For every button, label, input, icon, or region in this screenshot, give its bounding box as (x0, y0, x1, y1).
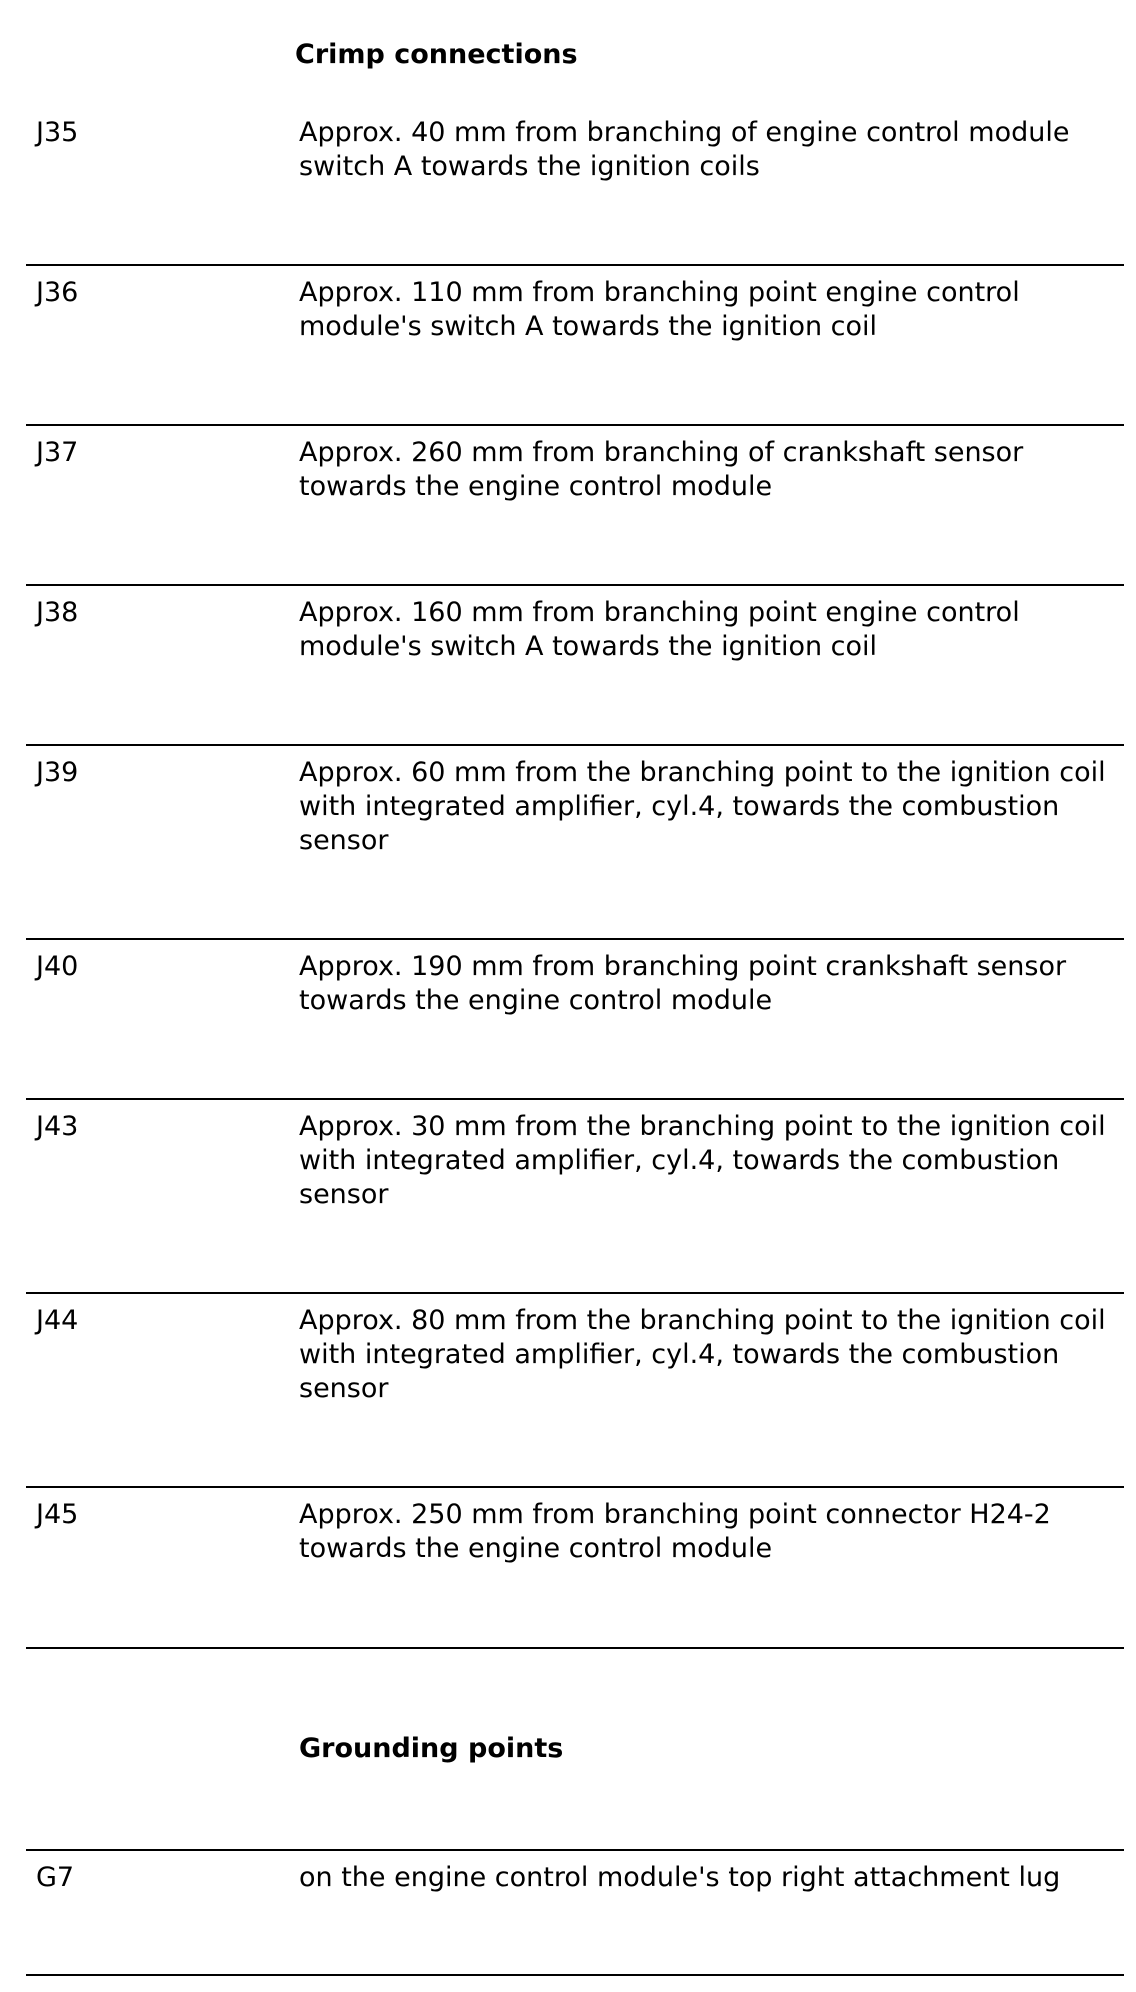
connection-description: Approx. 190 mm from branching point crankshaft sensor towards the engine control module (299, 951, 1067, 1016)
connection-description: Approx. 60 mm from the branching point to the ignition coil with integrated amplifier, cyl.4, towards the combustion sensor (299, 757, 1106, 856)
grounding-description: on the engine control module's top right attachment lug (299, 1862, 1061, 1893)
row-divider (26, 424, 1124, 426)
connection-description: Approx. 80 mm from the branching point to the ignition coil with integrated amplifier, cyl.4, towards the combustion sensor (299, 1305, 1106, 1404)
row-divider (26, 264, 1124, 266)
row-divider (26, 1849, 1124, 1851)
section-title-crimp-connections: Crimp connections (295, 39, 578, 70)
connection-description: Approx. 40 mm from branching of engine control module switch A towards the ignition coils (299, 117, 1070, 182)
connection-description: Approx. 160 mm from branching point engine control module's switch A towards the ignition coil (299, 597, 1020, 662)
connection-description: Approx. 110 mm from branching point engine control module's switch A towards the ignition coil (299, 277, 1020, 342)
connection-description: Approx. 250 mm from branching point connector H24-2 towards the engine control module (299, 1499, 1051, 1564)
connection-description: Approx. 30 mm from the branching point to the ignition coil with integrated amplifier, cyl.4, towards the combustion sensor (299, 1111, 1106, 1210)
section-title-grounding-points: Grounding points (299, 1733, 564, 1764)
row-divider (26, 584, 1124, 586)
connection-code: J39 (36, 757, 79, 788)
connection-description: Approx. 260 mm from branching of crankshaft sensor towards the engine control module (299, 437, 1024, 502)
row-divider (26, 1098, 1124, 1100)
row-divider (26, 1292, 1124, 1294)
connection-code: J36 (36, 277, 79, 308)
row-divider (26, 1647, 1124, 1649)
connection-code: J37 (36, 437, 79, 468)
connection-code: J35 (36, 117, 79, 148)
connection-code: J44 (36, 1305, 79, 1336)
row-divider (26, 1486, 1124, 1488)
connection-code: J43 (36, 1111, 79, 1142)
row-divider (26, 744, 1124, 746)
row-divider (26, 938, 1124, 940)
grounding-code: G7 (36, 1862, 75, 1893)
connection-code: J45 (36, 1499, 79, 1530)
connection-code: J40 (36, 951, 79, 982)
connection-code: J38 (36, 597, 79, 628)
row-divider (26, 1974, 1124, 1976)
